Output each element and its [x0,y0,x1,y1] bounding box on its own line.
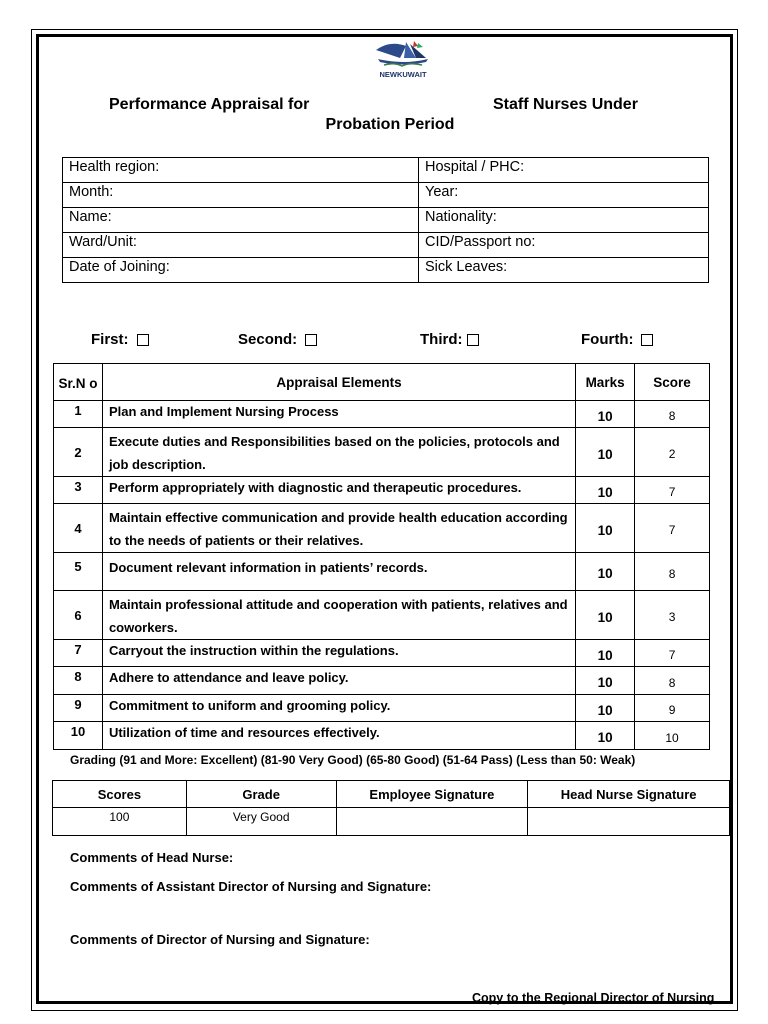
row-marks: 10 [576,553,635,591]
quarter-label: Second: [238,331,298,348]
row-score[interactable]: 7 [635,477,710,504]
header-scores: Scores [53,781,187,808]
employee-signature-field[interactable] [336,808,528,836]
info-label[interactable]: Health region: [63,158,419,183]
row-element: Execute duties and Responsibilities based on the policies, protocols and job description. [102,428,575,477]
row-element: Carryout the instruction within the regulations. [102,640,575,667]
table-row [54,428,710,477]
table-row [54,504,710,553]
title-part-1: Performance Appraisal for [109,96,310,113]
quarter-checkbox[interactable] [641,334,653,346]
summary-value-row [53,808,730,836]
row-score[interactable]: 8 [635,553,710,591]
info-row [63,233,709,258]
logo-text: NEWKUWAIT [379,70,427,79]
info-row [63,158,709,183]
info-label[interactable]: CID/Passport no: [419,233,709,258]
info-label[interactable]: Ward/Unit: [63,233,419,258]
row-marks: 10 [576,401,635,428]
footer-copy-text: Copy to the Regional Director of Nursing [472,991,715,1005]
quarter-checkbox[interactable] [305,334,317,346]
comments-assistant-director[interactable]: Comments of Assistant Director of Nursing and Signature: [70,879,432,894]
info-label[interactable]: Hospital / PHC: [419,158,709,183]
comments-head-nurse[interactable]: Comments of Head Nurse: [70,850,234,865]
row-score[interactable]: 9 [635,695,710,722]
header-score: Score [635,364,710,401]
quarter-label: First: [91,331,129,348]
quarter-second [238,331,317,348]
row-serial: 5 [54,553,103,591]
quarter-label: Fourth: [581,331,634,348]
quarter-third [420,331,479,348]
quarter-checkbox[interactable] [467,334,479,346]
row-serial: 1 [54,401,103,428]
header-serial-no: Sr.N o [54,364,103,401]
info-row [63,258,709,283]
table-row [54,640,710,667]
row-score[interactable]: 8 [635,667,710,695]
table-row [54,591,710,640]
grading-legend: Grading (91 and More: Excellent) (81-90 Very Good) (65-80 Good) (51-64 Pass) (Less than 50: Weak) [70,753,636,767]
row-serial: 6 [54,591,103,640]
row-score[interactable]: 3 [635,591,710,640]
summary-header-row [53,781,730,808]
head-nurse-signature-field[interactable] [528,808,730,836]
quarter-first [91,331,149,348]
row-marks: 10 [576,667,635,695]
header-head-nurse-signature: Head Nurse Signature [528,781,730,808]
employee-info-table [62,157,709,283]
row-serial: 8 [54,667,103,695]
row-marks: 10 [576,504,635,553]
row-marks: 10 [576,591,635,640]
row-serial: 4 [54,504,103,553]
comments-director[interactable]: Comments of Director of Nursing and Signature: [70,932,370,947]
table-row [54,477,710,504]
row-score[interactable]: 2 [635,428,710,477]
row-element: Commitment to uniform and grooming policy. [102,695,575,722]
header-marks: Marks [576,364,635,401]
row-element: Adhere to attendance and leave policy. [102,667,575,695]
total-score-value[interactable]: 100 [53,808,187,836]
table-row [54,553,710,591]
info-label[interactable]: Year: [419,183,709,208]
appraisal-table [53,363,710,750]
row-element: Document relevant information in patients’ records. [102,553,575,591]
table-row [54,667,710,695]
row-score[interactable]: 10 [635,722,710,750]
row-element: Maintain effective communication and provide health education according to the needs of patients or their relatives. [102,504,575,553]
new-kuwait-logo [370,38,436,80]
row-serial: 9 [54,695,103,722]
row-score[interactable]: 8 [635,401,710,428]
table-row [54,722,710,750]
table-row [54,401,710,428]
row-element: Maintain professional attitude and cooperation with patients, relatives and coworkers. [102,591,575,640]
info-row [63,208,709,233]
row-marks: 10 [576,428,635,477]
row-marks: 10 [576,477,635,504]
row-serial: 2 [54,428,103,477]
row-element: Utilization of time and resources effectively. [102,722,575,750]
title-part-2: Staff Nurses Under [493,96,638,113]
quarter-fourth [581,331,653,348]
quarter-label: Third: [420,331,463,348]
row-score[interactable]: 7 [635,640,710,667]
row-serial: 7 [54,640,103,667]
header-appraisal-elements: Appraisal Elements [102,364,575,401]
summary-signature-table [52,780,730,836]
info-label[interactable]: Date of Joining: [63,258,419,283]
info-label[interactable]: Month: [63,183,419,208]
row-score[interactable]: 7 [635,504,710,553]
row-marks: 10 [576,640,635,667]
row-serial: 3 [54,477,103,504]
info-label[interactable]: Nationality: [419,208,709,233]
info-label[interactable]: Name: [63,208,419,233]
title-line-2: Probation Period [325,116,455,133]
footer-copy-note [472,991,732,1005]
grade-value[interactable]: Very Good [186,808,336,836]
appraisal-header-row [54,364,710,401]
row-element: Perform appropriately with diagnostic and therapeutic procedures. [102,477,575,504]
info-row [63,183,709,208]
row-serial: 10 [54,722,103,750]
row-marks: 10 [576,722,635,750]
info-label[interactable]: Sick Leaves: [419,258,709,283]
row-marks: 10 [576,695,635,722]
table-row [54,695,710,722]
quarter-checkbox[interactable] [137,334,149,346]
header-grade: Grade [186,781,336,808]
row-element: Plan and Implement Nursing Process [102,401,575,428]
header-employee-signature: Employee Signature [336,781,528,808]
